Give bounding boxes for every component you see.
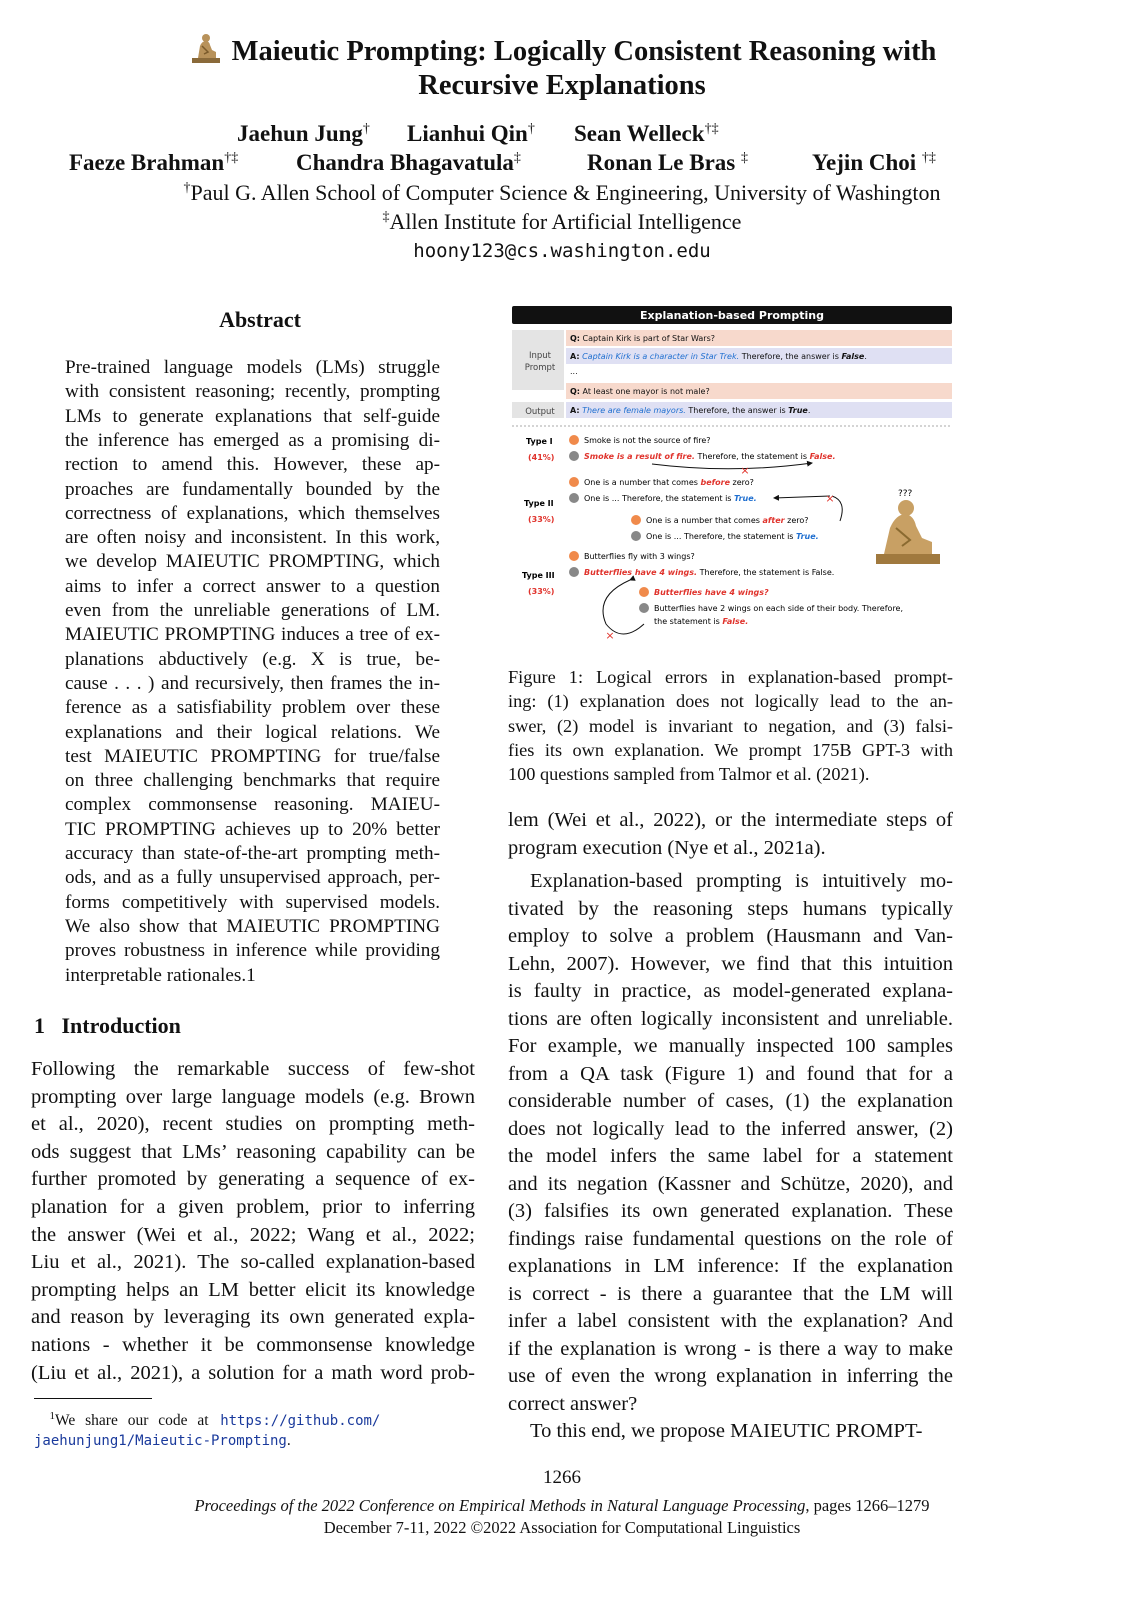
text-line: Following the remarkable success of few-shot xyxy=(31,1058,475,1080)
text-line: proaches are fundamentally bounded by the xyxy=(65,478,440,500)
svg-text:...: ... xyxy=(570,367,578,376)
title-line-2: Recursive Explanations xyxy=(418,70,706,101)
text-line: explanations in LM inference: If the explanation xyxy=(508,1255,953,1277)
face-icon xyxy=(569,435,579,445)
proceedings-line-1: Proceedings of the 2022 Conference on Empirical Methods in Natural Language Processing, pages 1266–1279 xyxy=(194,1496,930,1515)
text-line: even from the unreliable generations of LM. xyxy=(65,600,440,621)
text-line: cause . . . ) and recursively, then frames the in- xyxy=(65,672,440,694)
author-2: Lianhui Qin† xyxy=(407,121,535,146)
text-line: prompting over large language models (e.g. Brown xyxy=(31,1085,475,1108)
text-line: proves robustness in inference while providing xyxy=(65,940,440,962)
text-line: fies its own explanation. We prompt 175B GPT-3 with xyxy=(508,739,953,760)
text-line: test MAIEUTIC PROMPTING for true/false xyxy=(65,745,440,767)
svg-text:Input: Input xyxy=(528,351,552,361)
author-3: Sean Welleck†‡ xyxy=(574,121,719,146)
text-line: ods, and as a fully unsupervised approach, per- xyxy=(65,867,440,889)
footnote-link-cont[interactable]: jaehunjung1/Maieutic-Prompting xyxy=(34,1433,287,1450)
svg-text:One is a number that comes bef: One is a number that comes before zero? xyxy=(584,478,754,487)
text-line: employ to solve a problem (Hausmann and Van- xyxy=(508,925,953,947)
svg-text:Butterflies have 4 wings?: Butterflies have 4 wings? xyxy=(654,588,769,597)
text-line: prompting helps an LM better elicit its knowledge xyxy=(31,1278,475,1301)
text-line: aims to infer a correct answer to a question xyxy=(65,575,440,597)
face-icon xyxy=(631,515,641,525)
thinker-statue-icon xyxy=(188,32,224,64)
svg-text:Q: At least one mayor is not m: Q: At least one mayor is not male? xyxy=(570,387,710,396)
text-line: if the explanation is wrong - is there a way to make xyxy=(508,1337,953,1360)
text-line: Explanation-based prompting is intuitively mo- xyxy=(530,870,953,892)
svg-text:Prompt: Prompt xyxy=(524,363,556,373)
section-heading-introduction: 1 Introduction xyxy=(34,1013,181,1038)
svg-text:One is ... Therefore, the stat: One is ... Therefore, the statement is True. xyxy=(584,494,757,503)
svg-text:Butterflies have 4 wings. Ther: Butterflies have 4 wings. Therefore, the statement is False. xyxy=(584,568,835,577)
text-line: swer, (2) model is invariant to negation, and (3) falsi- xyxy=(508,715,953,736)
author-5: Chandra Bhagavatula‡ xyxy=(296,150,521,175)
text-line: Figure 1: Logical errors in explanation-based prompt- xyxy=(508,667,953,687)
svg-text:(41%): (41%) xyxy=(528,453,555,462)
footnote-link[interactable]: https://github.com/ xyxy=(220,1413,381,1430)
text-line: and its negation (Kassner and Schütze, 2020), and xyxy=(508,1172,953,1195)
text-line: forms competitively with supervised models. xyxy=(65,891,440,913)
robot-icon xyxy=(569,493,579,503)
svg-text:Smoke is not the source of fir: Smoke is not the source of fire? xyxy=(584,436,711,445)
text-line: program execution (Nye et al., 2021a). xyxy=(508,836,826,859)
svg-text:(33%): (33%) xyxy=(528,515,555,524)
text-line: ing: (1) explanation does not logically lead to the an- xyxy=(508,691,953,712)
text-line: (3) falsifies its own generated explanation. These xyxy=(508,1200,953,1222)
svg-text:×: × xyxy=(605,629,615,640)
svg-text:Type III: Type III xyxy=(522,571,555,580)
svg-text:Type II: Type II xyxy=(524,499,554,508)
text-line: is faulty in practice, as model-generated explana- xyxy=(508,980,953,1002)
affiliation-1: †Paul G. Allen School of Computer Science & Engineering, University of Washington xyxy=(183,180,941,205)
figure-1 xyxy=(512,306,954,640)
author-email: hoony123@cs.washington.edu xyxy=(413,240,711,262)
face-icon xyxy=(569,551,579,561)
text-line: For example, we manually inspected 100 samples xyxy=(508,1035,953,1057)
text-line: infer a label consistent with the explanation? And xyxy=(508,1310,953,1332)
text-line: explanations and their logical relations. We xyxy=(65,721,440,743)
svg-text:Butterflies fly with 3 wings?: Butterflies fly with 3 wings? xyxy=(584,552,695,561)
text-line: correctness of explanations, which themselves xyxy=(65,502,440,524)
page-number: 1266 xyxy=(543,1467,581,1488)
text-line: are often noisy and inconsistent. In this work, xyxy=(65,527,440,549)
title-line-1: Maieutic Prompting: Logically Consistent Reasoning with xyxy=(231,36,937,67)
text-line: nations - whether it be commonsense knowledge xyxy=(31,1334,475,1356)
text-line: LMs to generate explanations that self-guide xyxy=(65,405,440,427)
author-6: Ronan Le Bras ‡ xyxy=(587,150,748,175)
abstract-heading: Abstract xyxy=(219,307,301,332)
text-line: is correct - is there a guarantee that the LM will xyxy=(508,1282,953,1305)
text-line: Liu et al., 2021). The so-called explanation-based xyxy=(31,1251,475,1274)
text-line: and reason by leveraging its own generated expla- xyxy=(31,1306,475,1329)
figure-header: Explanation-based Prompting xyxy=(639,309,825,322)
text-line: tivated by the reasoning steps humans typically xyxy=(508,897,953,920)
text-line: 100 questions sampled from Talmor et al. (2021). xyxy=(508,764,870,785)
svg-text:the statement is False.: the statement is False. xyxy=(654,617,749,626)
text-line: tions are often logically inconsistent and unreliable. xyxy=(508,1007,953,1030)
affiliation-2: ‡Allen Institute for Artificial Intelligence xyxy=(382,209,742,234)
text-line: interpretable rationales.1 xyxy=(65,964,256,986)
text-line: the model infers the same label for a statement xyxy=(508,1145,953,1167)
text-line: planations abductively (e.g. X is true, be- xyxy=(65,648,440,670)
robot-icon xyxy=(569,567,579,577)
text-line: we develop MAIEUTIC PROMPTING, which xyxy=(65,551,440,573)
text-line: considerable number of cases, (1) the explanation xyxy=(508,1090,953,1112)
svg-text:Output: Output xyxy=(525,407,555,417)
text-line: ference as a satisfiability problem over these xyxy=(65,697,440,719)
text-line: does not logically lead to the inferred answer, (2) xyxy=(508,1117,953,1140)
text-line: complex commonsense reasoning. MAIEU- xyxy=(65,794,440,816)
robot-icon xyxy=(631,531,641,541)
text-line: from a QA task (Figure 1) and found that for a xyxy=(508,1062,953,1085)
text-line: use of even the wrong explanation in inferring the xyxy=(508,1365,953,1387)
svg-text:A: There are female mayors. Th: A: There are female mayors. Therefore, the answer is True. xyxy=(570,406,811,415)
text-line: To this end, we propose MAIEUTIC PROMPT- xyxy=(530,1420,923,1442)
text-line: et al., 2020), recent studies on prompting meth- xyxy=(31,1113,475,1136)
text-line: MAIEUTIC PROMPTING induces a tree of ex- xyxy=(65,624,440,646)
footnote: $^1$We share our code at https://github.com/ jaehunjung1/Maieutic-Prompting. xyxy=(34,1410,381,1450)
svg-text:×: × xyxy=(740,464,750,477)
svg-text:Smoke is a result of fire. The: Smoke is a result of fire. Therefore, the statement is False. xyxy=(584,452,836,461)
svg-text:A: Captain Kirk is a character: A: Captain Kirk is a character in Star Trek. Therefore, the answer is False. xyxy=(570,352,867,361)
footnote-rule xyxy=(34,1398,152,1399)
text-line: accuracy than state-of-the-art prompting meth- xyxy=(65,843,440,864)
svg-text:One is ... Therefore, the stat: One is ... Therefore, the statement is True. xyxy=(646,532,819,541)
svg-text:×: × xyxy=(825,492,835,505)
text-line: planation for a given problem, prior to inferring xyxy=(31,1196,475,1218)
paper-title xyxy=(0,32,1124,103)
svg-text:One is a number that comes aft: One is a number that comes after zero? xyxy=(646,516,809,525)
author-4: Faeze Brahman†‡ xyxy=(69,150,239,175)
text-line: TIC PROMPTING achieves up to 20% better xyxy=(65,818,440,840)
text-line: Pre-trained language models (LMs) struggle xyxy=(65,357,440,378)
text-line: further promoted by generating a sequence of ex- xyxy=(31,1168,475,1191)
text-line: with consistent reasoning; recently, prompting xyxy=(65,381,440,403)
text-line: on three challenging benchmarks that require xyxy=(65,770,440,792)
face-icon xyxy=(639,587,649,597)
author-7: Yejin Choi †‡ xyxy=(812,150,936,175)
text-line: the answer (Wei et al., 2022; Wang et al., 2022; xyxy=(31,1223,475,1246)
svg-text:Q: Captain Kirk is part of Sta: Q: Captain Kirk is part of Star Wars? xyxy=(570,334,716,343)
svg-text:???: ??? xyxy=(898,489,913,499)
face-icon xyxy=(569,477,579,487)
text-line: lem (Wei et al., 2022), or the intermediate steps of xyxy=(508,809,953,831)
text-line: findings raise fundamental questions on the role of xyxy=(508,1227,953,1250)
figure-1-diagram xyxy=(512,306,954,640)
text-line: (Liu et al., 2021), a solution for a math word prob- xyxy=(31,1361,475,1384)
proceedings-line-2: December 7-11, 2022 ©2022 Association for Computational Linguistics xyxy=(323,1518,801,1537)
robot-icon xyxy=(569,451,579,461)
thinker-statue-icon xyxy=(876,500,940,564)
text-line: correct answer? xyxy=(508,1392,638,1415)
author-1: Jaehun Jung† xyxy=(237,121,370,146)
svg-text:Butterflies have 2 wings on ea: Butterflies have 2 wings on each side of their body. Therefore, xyxy=(654,604,904,613)
text-line: ods suggest that LMs’ reasoning capability can be xyxy=(31,1140,475,1163)
text-line: We also show that MAIEUTIC PROMPTING xyxy=(65,915,440,937)
robot-icon xyxy=(639,603,649,613)
text-line: the inference has emerged as a promising di- xyxy=(65,429,440,451)
svg-text:Type I: Type I xyxy=(526,437,553,446)
text-line: Lehn, 2007). However, we find that this intuition xyxy=(508,952,953,975)
text-line: rection to amend this. However, these ap- xyxy=(65,454,440,476)
svg-text:(33%): (33%) xyxy=(528,587,555,596)
